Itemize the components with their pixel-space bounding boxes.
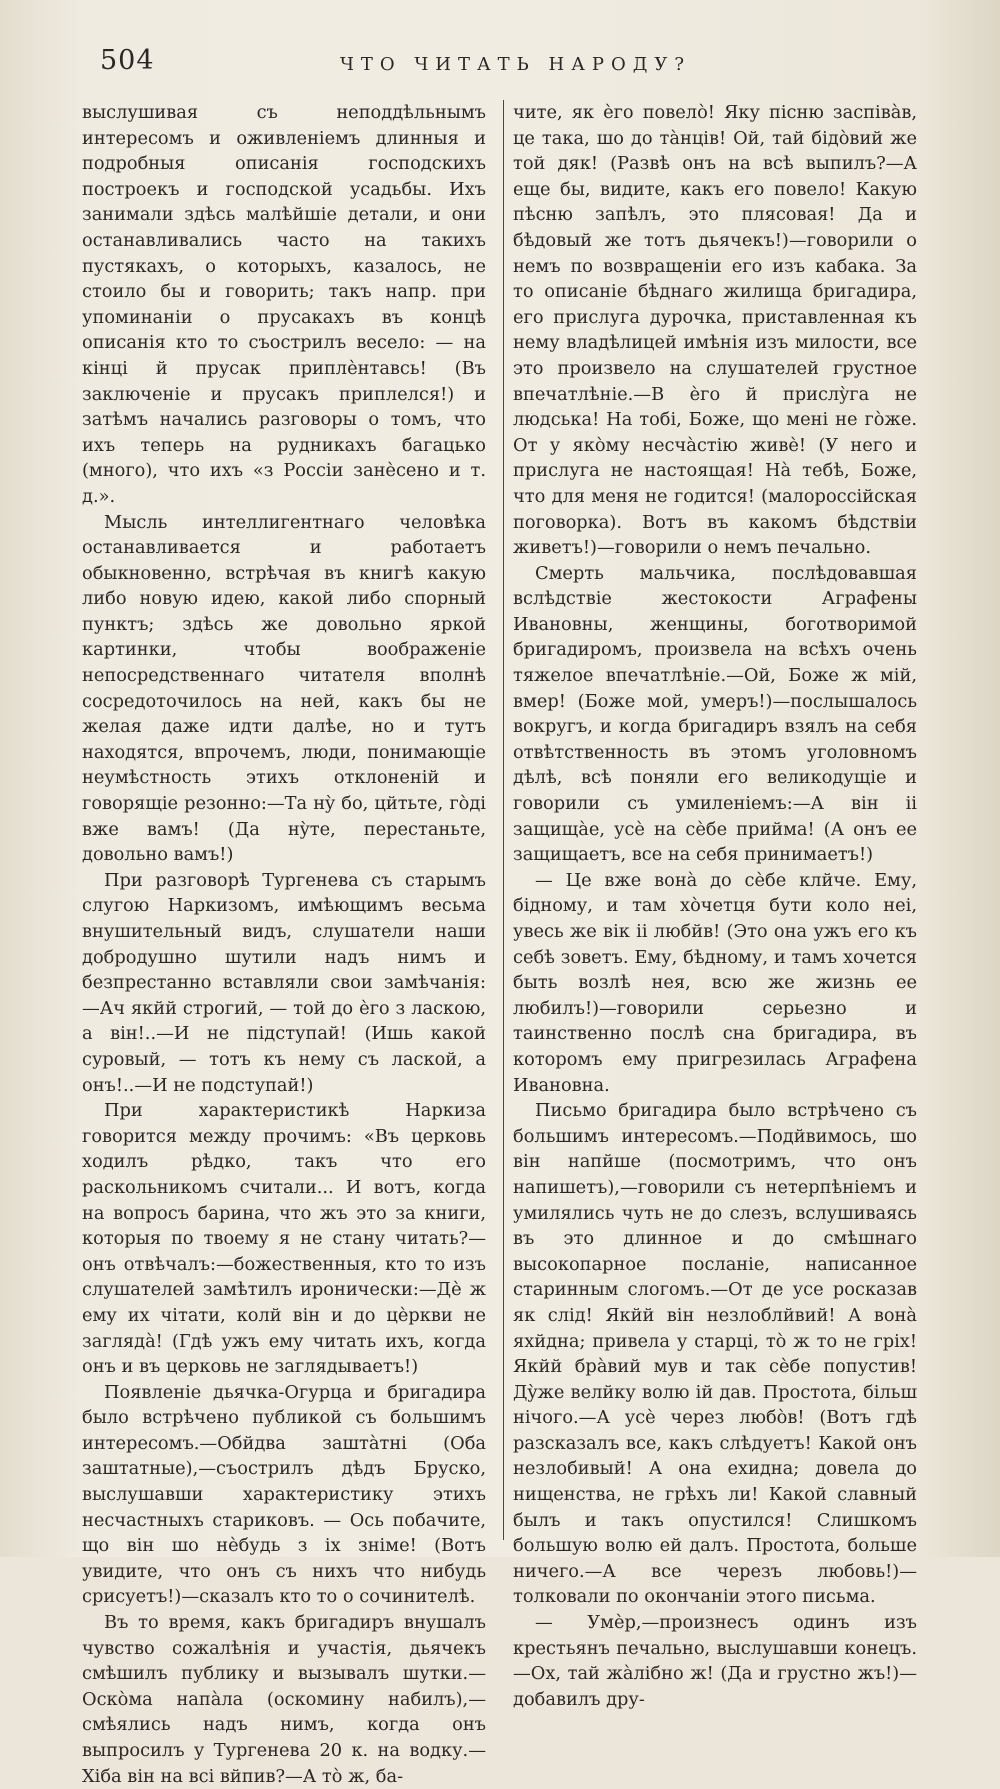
paragraph: — Це вже вонà до сѐбе клйче. Ему, бiдному, и там хòчетця бути коло неi, увесь же вiк ii любйв! (Это она ужъ его къ себѣ зоветъ. Ему, бѣдному, и тамъ хочется быть возлѣ нея, всю же жизнь ее любилъ!)—говорили серьезно и таинственно послѣ сна бригадира, въ которомъ ему пригрезилась Аграфена Ивановна. bbox=[513, 869, 917, 1096]
paragraph: Письмо бригадира было встрѣчено съ большимъ интересомъ.—Подйвимось, шо вiн напйше (посмотримъ, что онъ напишетъ),—говорили съ нетерпѣніемъ и умилялись чуть не до слезъ, вслушиваясь въ это длинное и до смѣшнаго высокопарное посланіе, написанное старинным слогомъ.—От де усе росказав як слiд! Якйй вiн незлоблйвий! А вонà яхйдна; привела у старцi, тò ж то не грiх! Якйй брàвий мув и так сѐбе попустив! Дỳже велйку волю iй дав. Простота, бiльш нiчого.—А усѐ через любòв! (Вотъ гдѣ разсказалъ все, какъ слѣдуетъ! Какой онъ незлобивый! А она ехидна; довела до нищенства, не грѣхъ ли! Какой славный былъ и такъ опустился! Слишкомъ большую волю ей далъ. Простота, больше ничего.—А все черезъ любовь!)—толковали по окончаніи этого письма. bbox=[513, 1100, 917, 1608]
page-header bbox=[100, 45, 900, 85]
paragraph: — Умѐр,—произнесъ одинъ изъ крестьянъ печально, выслушавши конецъ.—Ох, тай жàлiбно ж! (Да и грустно жъ!)—добавилъ дру- bbox=[513, 1612, 917, 1710]
right-column bbox=[513, 100, 917, 1710]
running-title: ЧТО ЧИТАТЬ НАРОДУ? bbox=[340, 54, 691, 75]
paragraph: Появленіе дьячка-Огурца и бригадира было встрѣчено публикой съ большимъ интересомъ.—Обйдва заштàтнi (Оба заштатные),—съострилъ дѣдъ Бруско, выслушавши характеристику этихъ несчастныхъ стариковъ. — Ось побачите, що вiн шо нѐбудь з iх знiме! (Вотъ увидите, что онъ съ нихъ что нибудь срисуетъ!)—сказалъ кто то о сочинителѣ. bbox=[82, 1381, 486, 1608]
paragraph: При характеристикѣ Наркиза говорится между прочимъ: «Въ церковь ходилъ рѣдко, такъ что его раскольникомъ считали... И вотъ, когда на вопросъ барина, что жъ это за книги, которыя по твоему я не стану читать?—онъ отвѣчалъ:—божественныя, кто то изъ слушателей замѣтилъ иронически:—Дѐ ж ему их чітати, колй вiн и до цѐркви не заглядà! (Гдѣ ужъ ему читать ихъ, когда онъ и въ церковь не заглядываетъ!) bbox=[82, 1100, 486, 1378]
paragraph: Въ то время, какъ бригадиръ внушалъ чувство сожалѣнія и участія, дьячекъ смѣшилъ публику и вызывалъ шутки.—Оскòма напàла (оскомину набилъ),—смѣялись надъ нимъ, когда онъ выпросилъ у Тургенева 20 к. на водку.—Хiба вiн на всi вйпив?—А тò ж, ба- bbox=[82, 1612, 486, 1787]
page-number: 504 bbox=[100, 45, 155, 76]
paragraph: Мысль интеллигентнаго человѣка останавливается и работаетъ обыкновенно, встрѣчая въ книгѣ какую либо новую идею, какой либо спорный пунктъ; здѣсь же довольно яркой картинки, чтобы воображеніе непосредственнаго читателя вполнѣ сосредоточилось на ней, какъ бы не желая даже идти далѣе, но и тутъ находятся, впрочемъ, люди, понимающіе неумѣстность этихъ отклоненій и говорящіе резонно:—Та нỳ бо, цйтьте, гòдi вже вамъ! (Да нỳте, перестаньте, довольно вамъ!) bbox=[82, 511, 486, 866]
left-column bbox=[82, 100, 486, 1787]
column-divider bbox=[503, 100, 504, 1540]
paragraph: При разговорѣ Тургенева съ старымъ слугою Наркизомъ, имѣющимъ весьма внушительный видъ, слушатели наши добродушно шутили надъ нимъ и безпрестанно вставляли свои замѣчанія:—Ач якйй строгий, — той до ѐго з ласкою, а вiн!..—И не пiдступай! (Ишь какой суровый, — тотъ къ нему съ лаской, а онъ!..—И не подступай!) bbox=[82, 869, 486, 1096]
paragraph: Смерть мальчика, послѣдовавшая вслѣдствіе жестокости Аграфены Ивановны, женщины, боготворимой бригадиромъ, произвела на всѣхъ очень тяжелое впечатлѣніе.—Ой, Боже ж мiй, вмер! (Боже мой, умеръ!)—послышалось вокругъ, и когда бригадиръ взялъ на себя отвѣтственность въ этомъ уголовномъ дѣлѣ, всѣ поняли его великодущіе и говорили съ умиленіемъ:—А вiн ii защищàе, усѐ на сѐбе прийма! (А онъ ее защищаетъ, все на себя принимаетъ!) bbox=[513, 562, 917, 866]
paragraph: чите, як ѐго повелò! Яку пiсню заспiвàв, це така, шо до тàнцiв! Ой, тай бiдòвий же той дяк! (Развѣ онъ на всѣ выпилъ?—А еще бы, видите, какъ его повело! Какую пѣсню запѣлъ, это плясовая! Да и бѣдовый же тотъ дьячекъ!)—говорили о немъ по возвращеніи его изъ кабака. За то описаніе бѣднаго жилища бригадира, его прислуга дурочка, приставленная къ нему владѣлицей имѣнія изъ милости, все это произвело на слушателей грустное впечатлѣніе.—В ѐго й прислỳга не людська! На тобi, Боже, що менi не гòже. От у якòму несчàстiю живѐ! (У него и прислуга не настоящая! Нà тебѣ, Боже, что для меня не годится! (малороссійская поговорка). Вотъ въ какомъ бѣдствіи живетъ!)—говорили о немъ печально. bbox=[513, 102, 917, 559]
paragraph: выслушивая съ неподдѣльнымъ интересомъ и оживленіемъ длинныя и подробныя описанія господскихъ построекъ и господской усадьбы. Ихъ занимали здѣсь малѣйшіе детали, и они останавливались часто на такихъ пустякахъ, о которыхъ, казалось, не стоило бы и говорить; такъ напр. при упоминаніи о прусакахъ въ концѣ описанія кто то съострилъ весело: — на кінці й прусак приплѐнтавсь! (Въ заключеніе и прусакъ приплелся!) и затѣмъ начались разговоры о томъ, что ихъ теперь на рудникахъ багацько (много), что ихъ «з Россіи занѐсено и т. д.». bbox=[82, 102, 486, 507]
